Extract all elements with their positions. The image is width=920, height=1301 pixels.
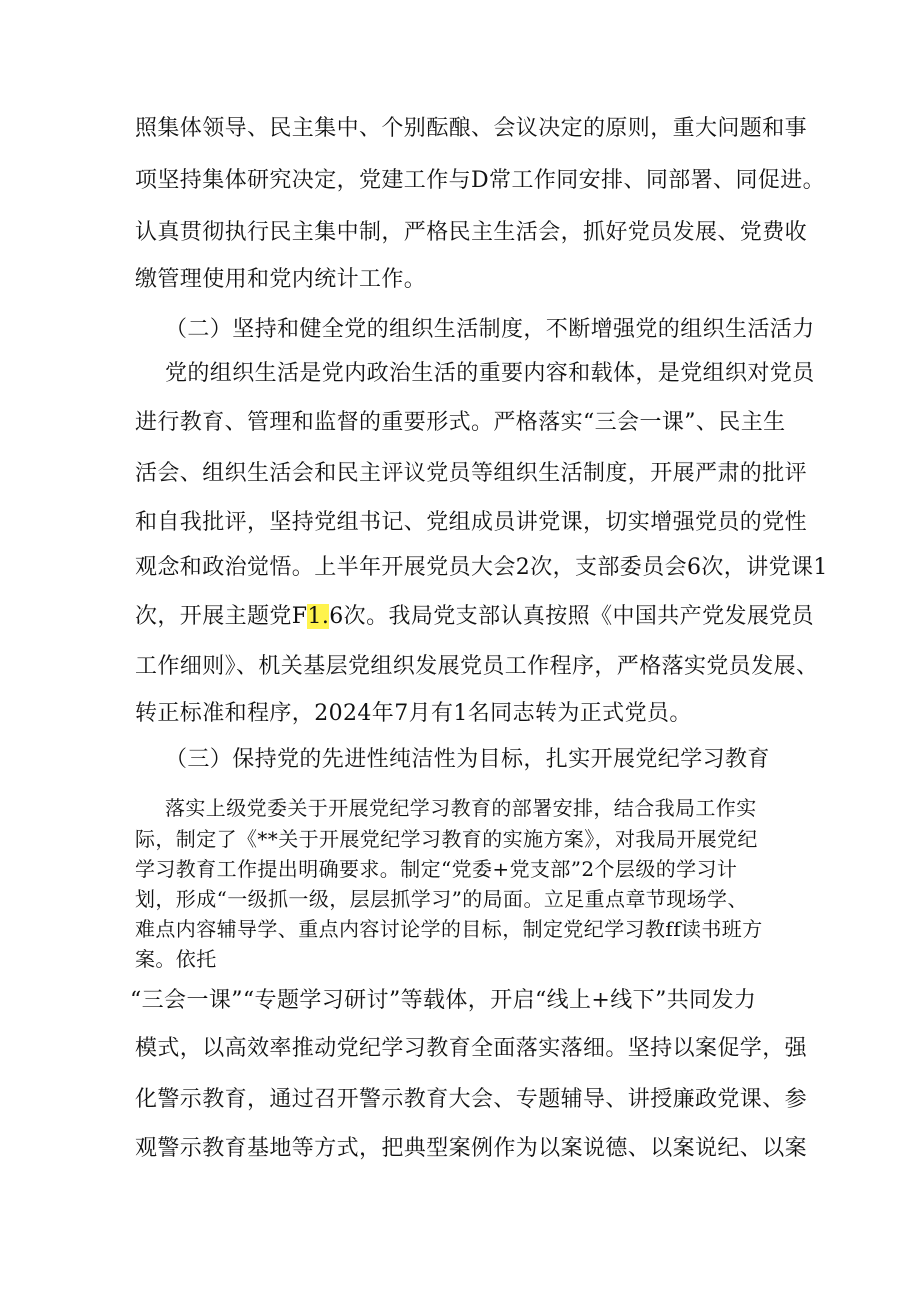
paragraph-line: 案。依托 [135, 947, 217, 971]
paragraph-line: 学习教育工作提出明确要求。制定“党委+党支部”2个层级的学习计 [135, 857, 738, 881]
paragraph-line: 和自我批评，坚持党组书记、党组成员讲党课，切实增强党员的党性 [135, 510, 808, 535]
line-text: 次，开展主题党F [135, 604, 308, 629]
paragraph-line: 难点内容辅导学、重点内容讨论学的目标，制定党纪学习教ff读书班方 [135, 917, 763, 941]
paragraph-line: 工作细则》、机关基层党组织发展党员工作程序，严格落实党员发展、 [135, 654, 819, 679]
paragraph-line: 转正标准和程序，2024年7月有1名同志转为正式党员。 [135, 701, 692, 726]
highlighted-text: 1. [307, 604, 330, 629]
paragraph-line: 划，形成“一级抓一级，层层抓学习”的局面。立足重点章节现场学、 [135, 887, 748, 911]
paragraph-line: 模式，以高效率推动党纪学习教育全面落实落细。坚持以案促学，强 [135, 1036, 808, 1061]
line-text: 6次。我局党支部认真按照《中国共产党发展党员 [329, 604, 815, 629]
paragraph-line: 观念和政治觉悟。上半年开展党员大会2次，支部委员会6次，讲党课1 [135, 555, 828, 580]
paragraph-line: 际，制定了《**关于开展党纪学习教育的实施方案》，对我局开展党纪 [135, 827, 758, 851]
paragraph-line: 活会、组织生活会和民主评议党员等组织生活制度，开展严肃的批评 [135, 461, 808, 486]
paragraph-line: 缴管理使用和党内统计工作。 [135, 267, 427, 292]
paragraph-line: 观警示教育基地等方式，把典型案例作为以案说德、以案说纪、以案 [135, 1136, 808, 1161]
paragraph-line: 落实上级党委关于开展党纪学习教育的部署安排，结合我局工作实 [165, 796, 757, 820]
paragraph-line: “三会一课”“专题学习研讨”等载体，开启“线上+线下”共同发力 [130, 988, 757, 1013]
paragraph-line: 照集体领导、民主集中、个别酝酿、会议决定的原则，重大问题和事 [135, 116, 808, 141]
paragraph-line: 化警示教育，通过召开警示教育大会、专题辅导、讲授廉政党课、参 [135, 1087, 808, 1112]
paragraph-line: 进行教育、管理和监督的重要形式。严格落实“三会一课”、民主生 [135, 410, 786, 435]
paragraph-line: 党的组织生活是党内政治生活的重要内容和载体，是党组织对党员 [165, 361, 815, 386]
paragraph-line: 项坚持集体研究决定，党建工作与D常工作同安排、同部署、同促进。 [135, 168, 826, 193]
section-heading-2: （二）坚持和健全党的组织生活制度，不断增强党的组织生活活力 [165, 317, 815, 342]
section-heading-3: （三）保持党的先进性纯洁性为目标，扎实开展党纪学习教育 [165, 747, 770, 772]
paragraph-line: 认真贯彻执行民主集中制，严格民主生活会，抓好党员发展、党费收 [135, 220, 808, 245]
paragraph-line [135, 602, 814, 632]
